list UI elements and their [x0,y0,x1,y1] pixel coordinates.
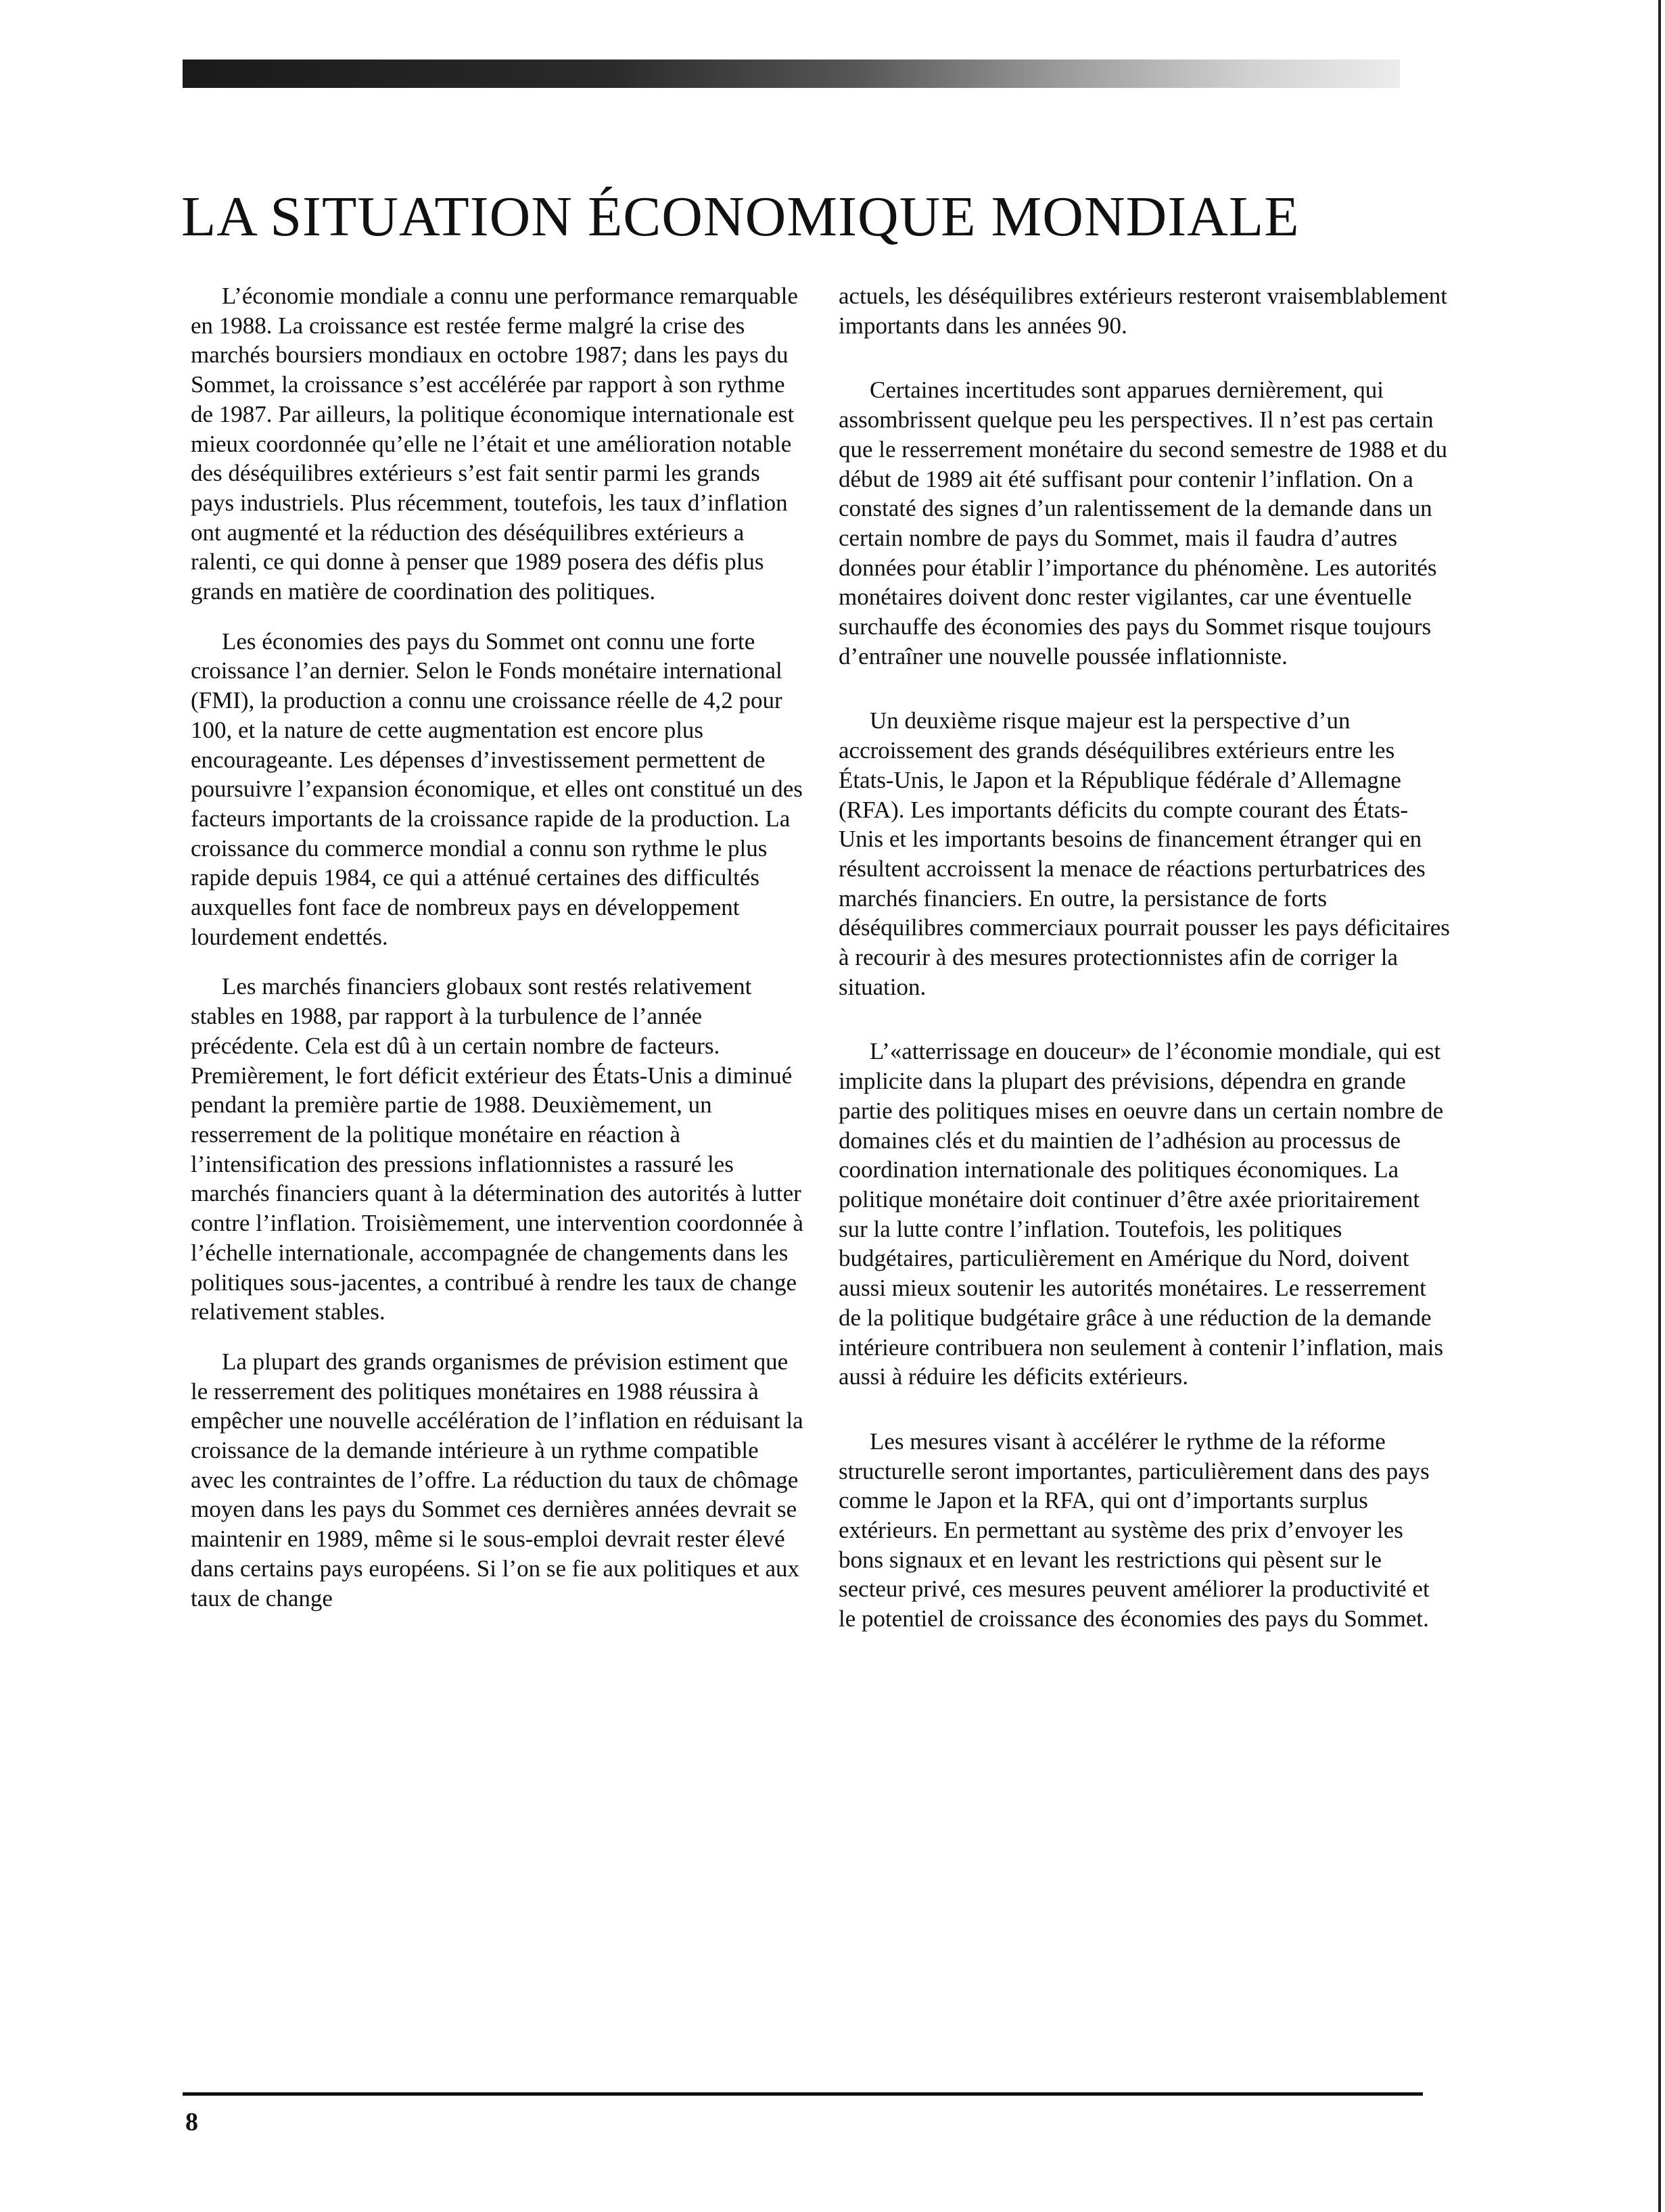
page-edge-line [1658,0,1661,2212]
paragraph: L’«atterrissage en douceur» de l’économie mondiale, qui est implicite dans la plupart des prévisions, dépendra en grande partie des politiques mises en oeuvre dans un certain nombre de domaines clés et du maintien de l’adhésion au processus de coordination internationale des politiques économiques. La politique monétaire doit continuer d’être axée prioritairement sur la lutte contre l’inflation. Toutefois, les politiques budgétaires, particulièrement en Amérique du Nord, doivent aussi mieux soutenir les autorités monétaires. Le resserrement de la politique budgétaire grâce à une réduction de la demande intérieure contribuera non seulement à contenir l’inflation, mais aussi à réduire les déficits extérieurs. [839,1038,1444,1390]
footer-rule [183,2092,1423,2096]
header-decorative-band [183,60,1400,88]
paragraph: Les marchés financiers globaux sont restés relativement stables en 1988, par rapport à la turbulence de l’année précédente. Cela est dû à un certain nombre de facteurs. Premièrement, le fort déficit extérieur des États-Unis a diminué pendant la première partie de 1988. Deuxièmement, un resserrement de la politique monétaire en réaction à l’intensification des pressions inflationnistes a rassuré les marchés financiers quant à la détermination des autorités à lutter contre l’inflation. Troisièmement, une intervention coordonnée à l’échelle internationale, accompagnée de changements dans les politiques sous-jacentes, a contribué à rendre les taux de change relativement stables. [191,973,803,1325]
paragraph: Les mesures visant à accélérer le rythme de la réforme structurelle seront importantes, particulièrement dans des pays comme le Japon et la RFA, qui ont d’importants surplus extérieurs. En permettant au système des prix d’envoyer les bons signaux et en levant les restrictions qui pèsent sur le secteur privé, ces mesures peuvent améliorer la productivité et le potentiel de croissance des économies des pays du Sommet. [839,1428,1430,1632]
page-title: LA SITUATION ÉCONOMIQUE MONDIALE [181,185,1300,248]
page-number: 8 [185,2108,198,2136]
right-column [839,281,1451,1669]
paragraph: Un deuxième risque majeur est la perspective d’un accroissement des grands déséquilibres extérieurs entre les États-Unis, le Japon et la République fédérale d’Allemagne (RFA). Les importants déficits du compte courant des États-Unis et les importants besoins de financement étranger qui en résultent accroissent la menace de réactions perturbatrices des marchés financiers. En outre, la persistance de forts déséquilibres commerciaux pourrait pousser les pays déficitaires à recourir à des mesures protectionnistes afin de corriger la situation. [839,707,1450,1000]
paragraph: La plupart des grands organismes de prévision estiment que le resserrement des politiques monétaires en 1988 réussira à empêcher une nouvelle accélération de l’inflation en réduisant la croissance de la demande intérieure à un rythme compatible avec les contraintes de l’offre. La réduction du taux de chômage moyen dans les pays du Sommet ces dernières années devrait se maintenir en 1989, même si le sous-emploi devrait rester élevé dans certains pays européens. Si l’on se fie aux politiques et aux taux de change [191,1348,803,1611]
paragraph: L’économie mondiale a connu une performance remarquable en 1988. La croissance est restée ferme malgré la crise des marchés boursiers mondiaux en octobre 1987; dans les pays du Sommet, la croissance s’est accélérée par rapport à son rythme de 1987. Par ailleurs, la politique économique internationale est mieux coordonnée qu’elle ne l’était et une amélioration notable des déséquilibres extérieurs s’est fait sentir parmi les grands pays industriels. Plus récemment, toutefois, les taux d’inflation ont augmenté et la réduction des déséquilibres extérieurs a ralenti, ce qui donne à penser que 1989 posera des défis plus grands en matière de coordination des politiques. [191,283,798,605]
paragraph: actuels, les déséquilibres extérieurs resteront vraisemblablement importants dans les années 90. [839,283,1447,339]
paragraph: Les économies des pays du Sommet ont connu une forte croissance l’an dernier. Selon le Fonds monétaire international (FMI), la production a connu une croissance réelle de 4,2 pour 100, et la nature de cette augmentation est encore plus encourageante. Les dépenses d’investissement permettent de poursuivre l’expansion économique, et elles ont constitué un des facteurs importants de la croissance rapide de la production. La croissance du commerce mondial a connu son rythme le plus rapide depuis 1984, ce qui a atténué certaines des difficultés auxquelles font face de nombreux pays en développement lourdement endettés. [191,628,803,950]
paragraph: Certaines incertitudes sont apparues dernièrement, qui assombrissent quelque peu les perspectives. Il n’est pas certain que le resserrement monétaire du second semestre de 1988 et du début de 1989 ait été suffisant pour contenir l’inflation. On a constaté des signes d’un ralentissement de la demande dans un certain nombre de pays du Sommet, mais il faudra d’autres données pour établir l’importance du phénomène. Les autorités monétaires doivent donc rester vigilantes, car une éventuelle surchauffe des économies des pays du Sommet risque toujours d’entraîner une nouvelle poussée inflationniste. [839,377,1447,669]
left-column [191,281,803,1633]
